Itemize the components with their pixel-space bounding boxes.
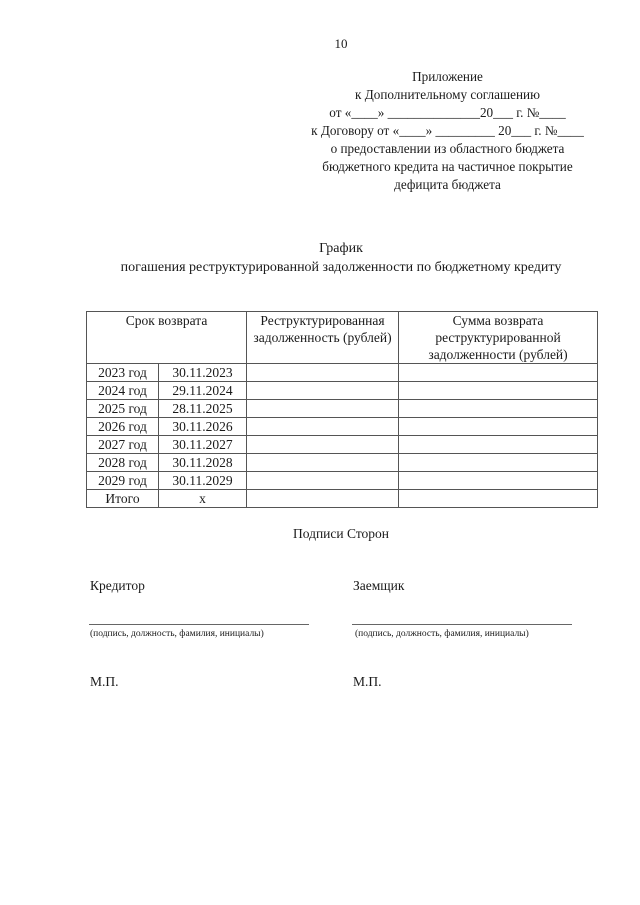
year-cell: 2025 год <box>87 400 159 418</box>
table-row <box>87 454 598 472</box>
amount-cell <box>399 382 598 400</box>
page-number: 10 <box>334 36 348 51</box>
debt-cell <box>247 436 399 454</box>
amount-cell <box>399 472 598 490</box>
table-header-row <box>87 312 598 364</box>
appendix-line: дефицита бюджета <box>394 177 501 192</box>
amount-cell <box>399 400 598 418</box>
year-cell: 2023 год <box>87 364 159 382</box>
appendix-line: Приложение <box>412 69 483 84</box>
year-cell: 2028 год <box>87 454 159 472</box>
amount-cell <box>399 364 598 382</box>
date-cell: 30.11.2029 <box>159 472 247 490</box>
appendix-line: бюджетного кредита на частичное покрытие <box>322 159 573 174</box>
year-cell: 2027 год <box>87 436 159 454</box>
amount-cell <box>399 418 598 436</box>
schedule-title: График <box>319 241 363 256</box>
debt-cell <box>247 364 399 382</box>
table-row <box>87 472 598 490</box>
header-restructured-debt: Реструктурированная задолженность (рублей) <box>247 312 399 364</box>
debt-cell <box>247 382 399 400</box>
debt-cell <box>247 418 399 436</box>
table-row <box>87 418 598 436</box>
amount-cell <box>399 454 598 472</box>
signatures-title: Подписи Сторон <box>292 526 390 541</box>
year-cell: 2026 год <box>87 418 159 436</box>
total-label-cell: Итого <box>87 490 159 508</box>
date-cell: 30.11.2028 <box>159 454 247 472</box>
date-cell: 28.11.2025 <box>159 400 247 418</box>
table-total-row <box>87 490 598 508</box>
total-amount-cell <box>399 490 598 508</box>
date-cell: 29.11.2024 <box>159 382 247 400</box>
creditor-signature-line <box>89 624 309 625</box>
table-row <box>87 436 598 454</box>
repayment-schedule-table <box>86 311 598 508</box>
total-date-cell: х <box>159 490 247 508</box>
table-row <box>87 400 598 418</box>
borrower-stamp-label: М.П. <box>353 674 382 689</box>
creditor-stamp-label: М.П. <box>90 674 119 689</box>
header-term: Срок возврата <box>87 312 247 364</box>
appendix-line: о предоставлении из областного бюджета <box>330 141 565 156</box>
debt-cell <box>247 472 399 490</box>
borrower-label: Заемщик <box>353 578 405 593</box>
date-cell: 30.11.2023 <box>159 364 247 382</box>
date-cell: 30.11.2027 <box>159 436 247 454</box>
date-cell: 30.11.2026 <box>159 418 247 436</box>
total-debt-cell <box>247 490 399 508</box>
creditor-label: Кредитор <box>90 578 145 593</box>
appendix-line: к Договору от «____» _________ 20___ г. №____ <box>311 123 584 138</box>
appendix-line: от «____» ______________20___ г. №____ <box>329 105 566 120</box>
appendix-header <box>300 68 595 194</box>
year-cell: 2024 год <box>87 382 159 400</box>
table-row <box>87 364 598 382</box>
debt-cell <box>247 400 399 418</box>
borrower-signature-line <box>352 624 572 625</box>
borrower-signature-caption: (подпись, должность, фамилия, инициалы) <box>355 629 529 639</box>
year-cell: 2029 год <box>87 472 159 490</box>
creditor-signature-caption: (подпись, должность, фамилия, инициалы) <box>90 629 264 639</box>
appendix-line: к Дополнительному соглашению <box>355 87 540 102</box>
debt-cell <box>247 454 399 472</box>
amount-cell <box>399 436 598 454</box>
table-row <box>87 382 598 400</box>
header-repayment-amount: Сумма возврата реструктурированной задолженности (рублей) <box>399 312 598 364</box>
schedule-subtitle: погашения реструктурированной задолженности по бюджетному кредиту <box>120 260 562 275</box>
